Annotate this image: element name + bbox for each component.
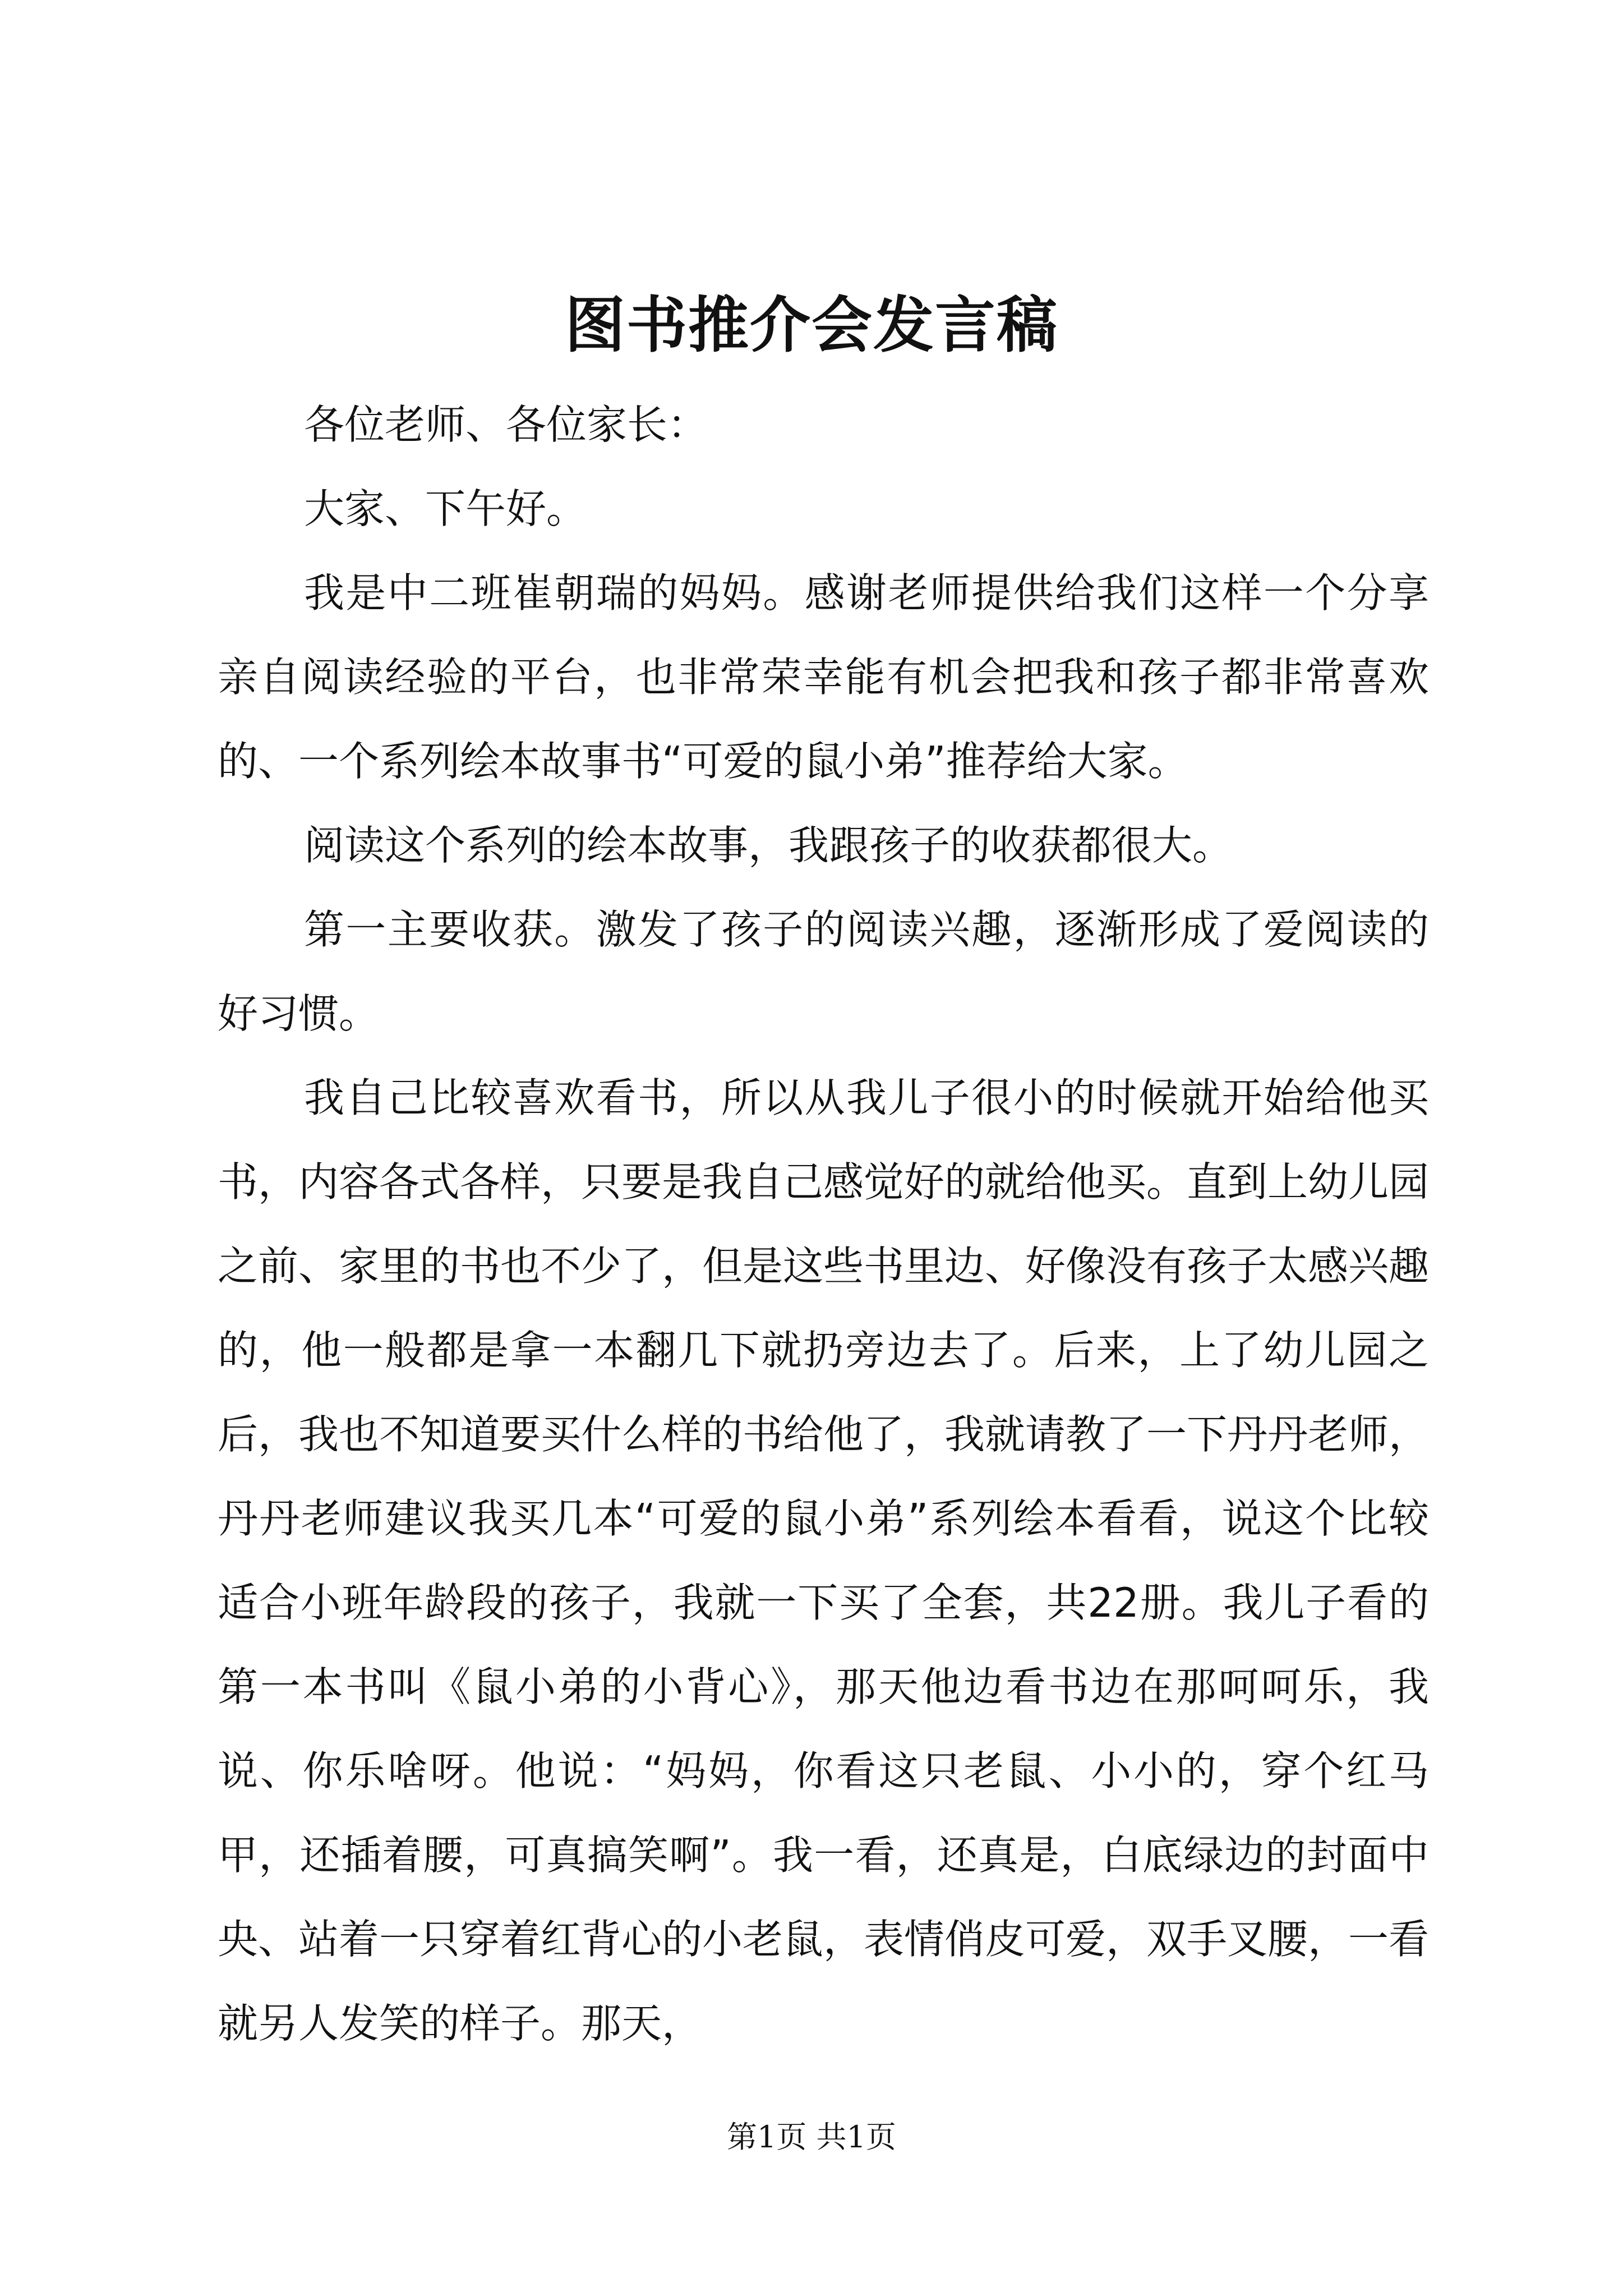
paragraph-first-gain: 第一主要收获。激发了孩子的阅读兴趣，逐渐形成了爱阅读的好习惯。 bbox=[218, 906, 1429, 1037]
page-footer: 第1页 共1页 bbox=[727, 2119, 896, 2155]
document-body bbox=[218, 383, 1429, 2065]
paragraph-salutation: 大家、下午好。 bbox=[304, 485, 587, 532]
paragraph-greeting: 各位老师、各位家长： bbox=[304, 401, 708, 448]
paragraph-story: 我自己比较喜欢看书，所以从我儿子很小的时候就开始给他买书，内容各式各样，只要是我自己感觉好的就给他买。直到上幼儿园之前、家里的书也不少了，但是这些书里边、好像没有孩子太感兴趣的，他一般都是拿一本翻几下就扔旁边去了。后来，上了幼儿园之后，我也不知道要买什么样的书给他了，我就请教了一下丹丹老师，丹丹老师建议我买几本“可爱的鼠小弟”系列绘本看看，说这个比较适合小班年龄段的孩子，我就一下买了全套，共22册。我儿子看的第一本书叫《鼠小弟的小背心》，那天他边看书边在那呵呵乐，我说、你乐啥呀。他说：“妈妈，你看这只老鼠、小小的，穿个红马甲，还插着腰，可真搞笑啊”。我一看，还真是，白底绿边的封面中央、站着一只穿着红背心的小老鼠，表情俏皮可爱，双手叉腰，一看就另人发笑的样子。那天， bbox=[218, 1074, 1430, 2047]
paragraph-introduction: 我是中二班崔朝瑞的妈妈。感谢老师提供给我们这样一个分享亲自阅读经验的平台，也非常荣幸能有机会把我和孩子都非常喜欢的、一个系列绘本故事书“可爱的鼠小弟”推荐给大家。 bbox=[218, 569, 1429, 785]
document-title: 图书推介会发言稿 bbox=[564, 290, 1058, 361]
paragraph-summary: 阅读这个系列的绘本故事，我跟孩子的收获都很大。 bbox=[304, 822, 1233, 869]
